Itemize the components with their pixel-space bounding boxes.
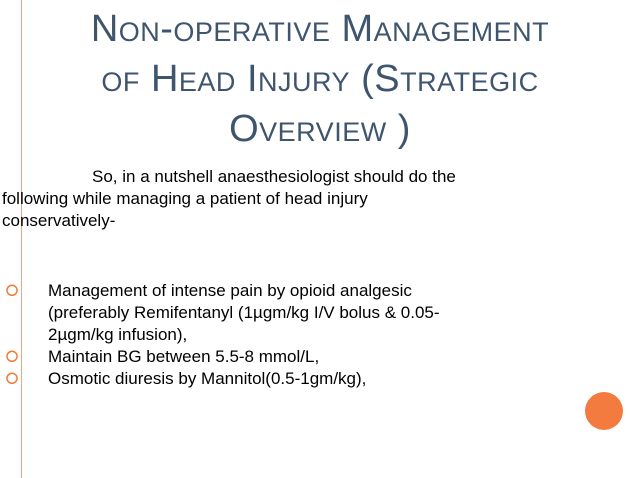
ring-bullet-icon: ⭘	[5, 369, 19, 388]
bullet-item	[0, 368, 560, 390]
bullet-text: Osmotic diuresis by Mannitol(0.5-1gm/kg),	[48, 369, 367, 388]
bullet-text: Maintain BG between 5.5-8 mmol/L,	[48, 347, 320, 366]
bullet-text: (preferably Remifentanyl (1µgm/kg I/V bolus & 0.05-	[48, 303, 440, 322]
bullet-list	[0, 280, 560, 390]
title-line: Non-operative Management	[90, 8, 550, 50]
bullet-item	[0, 280, 560, 346]
ring-bullet-icon: ⭘	[5, 281, 19, 300]
title-line: of Head Injury (Strategic	[101, 58, 539, 100]
ring-bullet-icon: ⭘	[5, 347, 19, 366]
bullet-text: Management of intense pain by opioid analgesic	[48, 281, 412, 300]
intro-line: So, in a nutshell anaesthesiologist should do the	[92, 167, 456, 186]
bullet-item	[0, 346, 560, 368]
intro-paragraph	[2, 166, 562, 232]
bullet-text: 2µgm/kg infusion),	[48, 325, 188, 344]
intro-line: following while managing a patient of head injury	[2, 189, 368, 208]
intro-line: conservatively-	[2, 211, 116, 230]
orange-circle-decoration	[585, 392, 623, 430]
title-line: Overview )	[229, 108, 411, 150]
left-border-line	[21, 0, 22, 478]
slide-title	[40, 4, 600, 154]
